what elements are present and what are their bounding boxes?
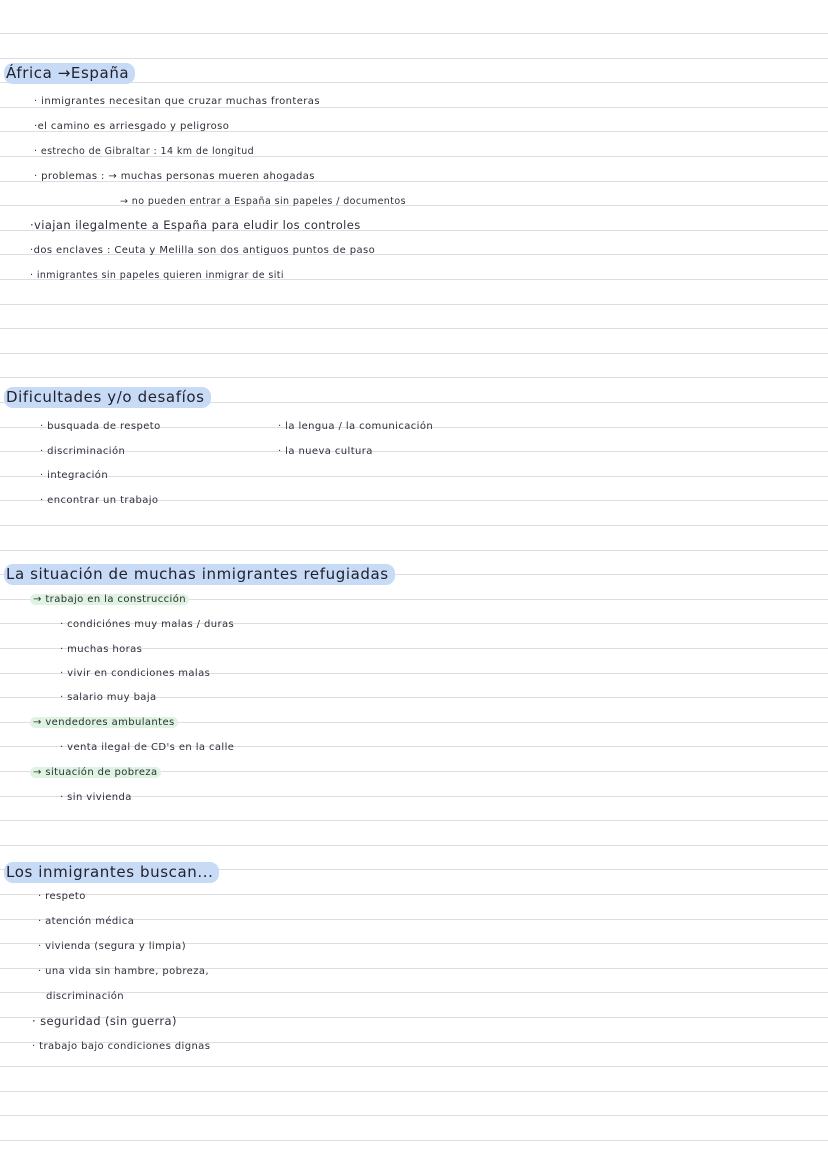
ruled-line (0, 107, 828, 108)
list-item: · la nueva cultura (278, 446, 373, 457)
ruled-line (0, 820, 828, 821)
list-item: ·dos enclaves : Ceuta y Melilla son dos antiguos puntos de paso (30, 245, 376, 256)
heading-highlight: Dificultades y/o desafíos (4, 387, 211, 408)
list-item: · trabajo bajo condiciones dignas (32, 1041, 211, 1052)
green-highlight: → situación de pobreza (30, 767, 161, 778)
green-highlight: → trabajo en la construcción (30, 594, 189, 605)
list-item: · estrecho de Gibraltar : 14 km de longitud (34, 146, 255, 157)
ruled-line (0, 1140, 828, 1141)
ruled-line (0, 550, 828, 551)
ruled-line (0, 476, 828, 477)
ruled-line (0, 304, 828, 305)
group-label (30, 717, 178, 728)
list-item: · sin vivienda (60, 792, 132, 803)
list-item: · respeto (38, 891, 86, 902)
list-item: · salario muy baja (60, 692, 157, 703)
list-item: · venta ilegal de CD's en la calle (60, 742, 235, 753)
list-item: · inmigrantes sin papeles quieren inmigrar de siti (30, 270, 284, 281)
heading-highlight: África →España (4, 63, 135, 84)
heading-situacion (4, 565, 395, 583)
list-item: · busquada de respeto (40, 421, 161, 432)
list-item: → no pueden entrar a España sin papeles / documentos (120, 196, 406, 207)
heading-highlight: Los inmigrantes buscan... (4, 862, 219, 883)
heading-highlight: La situación de muchas inmigrantes refugiadas (4, 564, 395, 585)
list-item: · condiciónes muy malas / duras (60, 619, 235, 630)
list-item: · problemas : → muchas personas mueren ahogadas (34, 171, 315, 182)
heading-dificultades (4, 388, 211, 406)
list-item: · una vida sin hambre, pobreza, (38, 966, 209, 977)
list-item: ·el camino es arriesgado y peligroso (34, 121, 230, 132)
list-item: · vivienda (segura y limpia) (38, 941, 187, 952)
ruled-line (0, 33, 828, 34)
group-label (30, 594, 189, 605)
heading-africa-espana (4, 64, 135, 82)
ruled-line (0, 377, 828, 378)
heading-buscan (4, 863, 219, 881)
green-highlight: → vendedores ambulantes (30, 717, 178, 728)
group-label (30, 767, 161, 778)
list-item: · encontrar un trabajo (40, 495, 159, 506)
list-item: · inmigrantes necesitan que cruzar muchas fronteras (34, 96, 320, 107)
list-item: · seguridad (sin guerra) (32, 1014, 177, 1028)
list-item: · discriminación (40, 446, 126, 457)
ruled-line (0, 845, 828, 846)
ruled-line (0, 525, 828, 526)
list-item: ·viajan ilegalmente a España para eludir los controles (30, 218, 361, 232)
list-item: discriminación (46, 991, 125, 1002)
list-item: · la lengua / la comunicación (278, 421, 434, 432)
list-item: · muchas horas (60, 644, 143, 655)
ruled-line (0, 1115, 828, 1116)
list-item: · integración (40, 470, 109, 481)
ruled-line (0, 353, 828, 354)
ruled-line (0, 1066, 828, 1067)
list-item: · vivir en condiciones malas (60, 668, 211, 679)
list-item: · atención médica (38, 916, 135, 927)
ruled-line (0, 1091, 828, 1092)
ruled-line (0, 894, 828, 895)
ruled-line (0, 992, 828, 993)
ruled-line (0, 328, 828, 329)
ruled-line (0, 58, 828, 59)
